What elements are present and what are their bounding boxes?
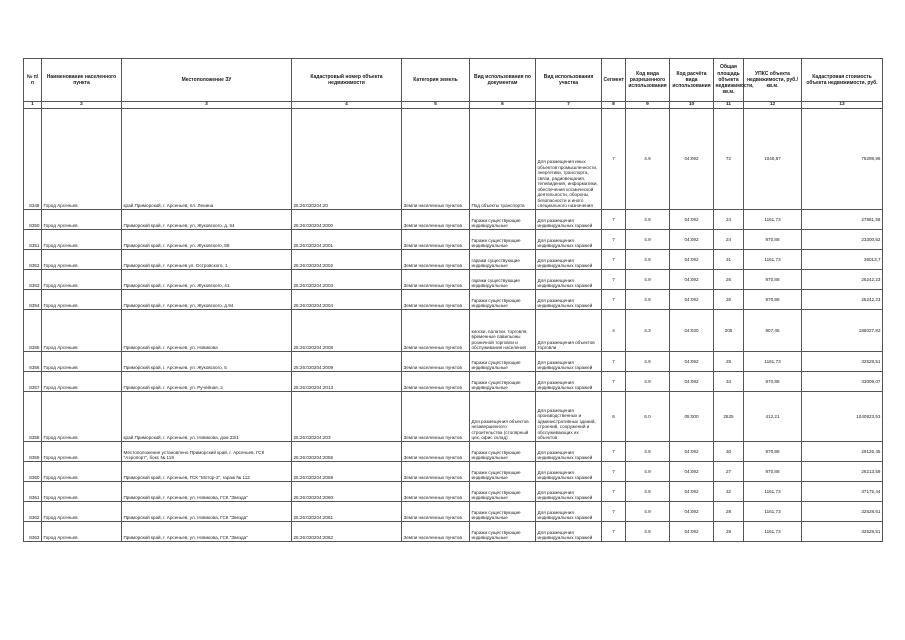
segment: 7	[602, 351, 626, 371]
total-area: 205	[714, 309, 744, 351]
usage-by-documents: гаражи существующие индивидуальные	[470, 249, 536, 269]
settlement-name: Город Арсеньев	[42, 249, 122, 269]
cadastral-number: 25:26:020204:2056	[292, 441, 402, 461]
table-row	[24, 501, 883, 521]
total-area: 24	[714, 209, 744, 229]
settlement-name: Город Арсеньев	[42, 501, 122, 521]
segment: 7	[602, 501, 626, 521]
land-usage: Для размещения индивидуальных гаражей	[536, 351, 602, 371]
land-usage: Для размещения индивидуальных гаражей	[536, 371, 602, 391]
segment: 7	[602, 229, 626, 249]
permitted-use-code: 6.0	[626, 391, 670, 441]
column-number: 4	[292, 102, 402, 109]
cadastral-cost: 33009,07	[802, 371, 883, 391]
column-number: 8	[602, 102, 626, 109]
header-cell: Вид использования по документам	[470, 59, 536, 102]
table-row	[24, 521, 883, 541]
land-category: Земли населенных пунктов	[402, 501, 470, 521]
land-category: Земли населенных пунктов	[402, 391, 470, 441]
settlement-name: Город Арсеньев	[42, 391, 122, 441]
permitted-use-code: 4.9	[626, 371, 670, 391]
land-location: Приморский край, г. Арсеньев, ул. Ручейная, 2	[122, 371, 292, 391]
land-usage: Для размещения индивидуальных гаражей	[536, 229, 602, 249]
table-row	[24, 371, 883, 391]
land-location: Приморский край, г. Арсеньев, ГСК "Мотор-2", гараж № 112	[122, 461, 292, 481]
upks-value: 1161,73	[744, 249, 802, 269]
cadastral-cost: 25242,23	[802, 289, 883, 309]
settlement-name: Город Арсеньев	[42, 229, 122, 249]
row-number: 8348	[24, 108, 42, 209]
column-number: 12	[744, 102, 802, 109]
cadastral-number: 25:26:020204:203	[292, 391, 402, 441]
column-number-row	[24, 102, 883, 109]
column-number: 9	[626, 102, 670, 109]
cadastral-cost: 186027,82	[802, 309, 883, 351]
row-number: 8350	[24, 209, 42, 229]
column-number: 6	[470, 102, 536, 109]
cadastral-number: 25:26:020204:2000	[292, 209, 402, 229]
table-row	[24, 289, 883, 309]
total-area: 27	[714, 461, 744, 481]
land-usage: Для размещения индивидуальных гаражей	[536, 441, 602, 461]
usage-by-documents: Гаражи существующие индивидуальные	[470, 501, 536, 521]
calculation-code: 04:092	[670, 108, 714, 209]
settlement-name: Город Арсеньев	[42, 309, 122, 351]
upks-value: 970,88	[744, 441, 802, 461]
calculation-code: 04:092	[670, 289, 714, 309]
cadastral-cost: 37175,44	[802, 481, 883, 501]
header-cell: Кадастровый номер объекта недвижимости	[292, 59, 402, 102]
header-cell: Местоположение ЗУ	[122, 59, 292, 102]
total-area: 26	[714, 289, 744, 309]
land-location: Приморский край, г. Арсеньев, ул. Жуковского, 88	[122, 229, 292, 249]
usage-by-documents: Гаражи существующие индивидуальные	[470, 371, 536, 391]
column-number: 7	[536, 102, 602, 109]
header-cell: Код расчёта вида использования	[670, 59, 714, 102]
segment: 6	[602, 391, 626, 441]
cadastral-cost: 27881,58	[802, 209, 883, 229]
row-number: 8353	[24, 269, 42, 289]
land-category: Земли населенных пунктов	[402, 289, 470, 309]
usage-by-documents: Гаражи существующие индивидуальные	[470, 229, 536, 249]
permitted-use-code: 4.9	[626, 229, 670, 249]
cadastral-value-table	[23, 58, 883, 542]
cadastral-cost: 26213,59	[802, 461, 883, 481]
cadastral-cost: 1040823,53	[802, 391, 883, 441]
header-cell: УПКС объекта недвижимости, руб./кв.м.	[744, 59, 802, 102]
settlement-name: Город Арсеньев	[42, 371, 122, 391]
total-area: 31	[714, 249, 744, 269]
row-number: 8360	[24, 461, 42, 481]
segment: 7	[602, 521, 626, 541]
land-usage: Для размещения индивидуальных гаражей	[536, 521, 602, 541]
cadastral-number: 25:26:020204:2062	[292, 521, 402, 541]
row-number: 8352	[24, 249, 42, 269]
segment: 7	[602, 249, 626, 269]
land-location: Приморский край, г. Арсеньев, ул. Новикова, ГСК "Звезда"	[122, 521, 292, 541]
upks-value: 1045,87	[744, 108, 802, 209]
land-usage: Для размещения объектов торговли	[536, 309, 602, 351]
row-number: 8354	[24, 289, 42, 309]
usage-by-documents: Гаражи существующие индивидуальные	[470, 521, 536, 541]
table-row	[24, 209, 883, 229]
header-cell: Вид использования участка	[536, 59, 602, 102]
upks-value: 412,21	[744, 391, 802, 441]
calculation-code: 04:092	[670, 269, 714, 289]
land-location: Приморский край, г. Арсеньев, ул. Жуковского, д. 54	[122, 209, 292, 229]
table-row	[24, 229, 883, 249]
total-area: 28	[714, 501, 744, 521]
table-row	[24, 269, 883, 289]
permitted-use-code: 4.9	[626, 289, 670, 309]
total-area: 24	[714, 229, 744, 249]
upks-value: 1161,73	[744, 209, 802, 229]
land-location: Приморский край, г. Арсеньев, ул. Новикова	[122, 309, 292, 351]
segment: 7	[602, 481, 626, 501]
cadastral-number: 25:26:020204:2059	[292, 461, 402, 481]
row-number: 8357	[24, 371, 42, 391]
land-category: Земли населенных пунктов	[402, 209, 470, 229]
land-category: Земли населенных пунктов	[402, 269, 470, 289]
segment: 7	[602, 461, 626, 481]
cadastral-number: 25:26:020204:2008	[292, 309, 402, 351]
cadastral-number: 25:26:020204:2004	[292, 289, 402, 309]
usage-by-documents: киоски, палатки, торговля, временные павильоны розничной торговли и обслуживания населения	[470, 309, 536, 351]
table-row	[24, 249, 883, 269]
cadastral-number: 25:26:020204:2060	[292, 481, 402, 501]
upks-value: 1161,73	[744, 481, 802, 501]
permitted-use-code: 4.9	[626, 269, 670, 289]
land-category: Земли населенных пунктов	[402, 309, 470, 351]
settlement-name: Город Арсеньев	[42, 289, 122, 309]
upks-value: 970,88	[744, 289, 802, 309]
land-location: Приморский край, г. Арсеньев ул. Островского, 1	[122, 249, 292, 269]
land-category: Земли населенных пунктов	[402, 441, 470, 461]
segment: 7	[602, 209, 626, 229]
permitted-use-code: 4.9	[626, 209, 670, 229]
table-row	[24, 391, 883, 441]
total-area: 30	[714, 441, 744, 461]
segment: 7	[602, 108, 626, 209]
calculation-code: 04:092	[670, 461, 714, 481]
cadastral-number: 25:26:020204:2003	[292, 269, 402, 289]
land-location: Приморский край, г. Арсеньев, ул. Новикова, ГСК "Звезда"	[122, 481, 292, 501]
land-usage: Для размещения индивидуальных гаражей	[536, 269, 602, 289]
header-cell: № п/п	[24, 59, 42, 102]
cadastral-cost: 29126,45	[802, 441, 883, 461]
total-area: 26	[714, 269, 744, 289]
header-row	[24, 59, 883, 102]
land-location: Приморский край, г. Арсеньев, ул. Жуковского, 5	[122, 351, 292, 371]
permitted-use-code: 4.9	[626, 108, 670, 209]
cadastral-number: 25:26:020204:2013	[292, 371, 402, 391]
permitted-use-code: 4.9	[626, 521, 670, 541]
land-category: Земли населенных пунктов	[402, 351, 470, 371]
settlement-name: Город Арсеньев	[42, 521, 122, 541]
land-category: Земли населенных пунктов	[402, 108, 470, 209]
land-category: Земли населенных пунктов	[402, 521, 470, 541]
header-cell: Код вида разрешенного использования	[626, 59, 670, 102]
cadastral-number: 25:26:020204:2002	[292, 249, 402, 269]
upks-value: 970,88	[744, 371, 802, 391]
usage-by-documents: Гаражи существующие индивидуальные	[470, 461, 536, 481]
upks-value: 1161,73	[744, 351, 802, 371]
calculation-code: 04:092	[670, 501, 714, 521]
land-usage: Для размещения иных объектов промышленности, энергетики, транспорта, связи, радиовещания, телевидения, информатики, обеспечения космической деятельности, обороны, безопасности и иного специального назначения	[536, 108, 602, 209]
total-area: 72	[714, 108, 744, 209]
cadastral-number: 25:26:020204:2009	[292, 351, 402, 371]
total-area: 28	[714, 521, 744, 541]
calculation-code: 04:092	[670, 481, 714, 501]
row-number: 8358	[24, 391, 42, 441]
table-row	[24, 351, 883, 371]
settlement-name: Город Арсеньев	[42, 441, 122, 461]
column-number: 1	[24, 102, 42, 109]
calculation-code: 04:030	[670, 309, 714, 351]
land-usage: Для размещения индивидуальных гаражей	[536, 209, 602, 229]
cadastral-cost: 25242,23	[802, 269, 883, 289]
permitted-use-code: 4.9	[626, 249, 670, 269]
land-location: Приморский край, г. Арсеньев, ул. Новикова, ГСК "Звезда"	[122, 501, 292, 521]
land-location: край Приморский, г. Арсеньев, ул. Новикова, дом 23/1	[122, 391, 292, 441]
row-number: 8351	[24, 229, 42, 249]
total-area: 2525	[714, 391, 744, 441]
land-usage: Для размещения индивидуальных гаражей	[536, 289, 602, 309]
column-number: 10	[670, 102, 714, 109]
land-category: Земли населенных пунктов	[402, 249, 470, 269]
row-number: 8362	[24, 501, 42, 521]
column-number: 11	[714, 102, 744, 109]
calculation-code: 04:092	[670, 521, 714, 541]
settlement-name: Город Арсеньев	[42, 481, 122, 501]
permitted-use-code: 4.3	[626, 309, 670, 351]
land-usage: Для размещения индивидуальных гаражей	[536, 461, 602, 481]
calculation-code: 05:000	[670, 391, 714, 441]
usage-by-documents: Под объекты транспорта	[470, 108, 536, 209]
calculation-code: 04:092	[670, 441, 714, 461]
header-cell: Наименование населенного пункта	[42, 59, 122, 102]
calculation-code: 04:092	[670, 249, 714, 269]
table-row	[24, 481, 883, 501]
header-cell: Категория земель	[402, 59, 470, 102]
cadastral-cost: 32528,51	[802, 521, 883, 541]
table-row	[24, 461, 883, 481]
land-category: Земли населенных пунктов	[402, 229, 470, 249]
usage-by-documents: Для размещения объектов незавершенного строительства (столярный цех, офис склад)	[470, 391, 536, 441]
land-location: Местоположение установлено Приморский край, г. Арсеньев, ГСК "Аэропорт", бокс № 119	[122, 441, 292, 461]
cadastral-number: 25:26:020204:2061	[292, 501, 402, 521]
row-number: 8355	[24, 309, 42, 351]
cadastral-number: 25:26:020204:20	[292, 108, 402, 209]
land-usage: Для размещения индивидуальных гаражей	[536, 249, 602, 269]
settlement-name: Город Арсеньев	[42, 209, 122, 229]
usage-by-documents: Гаражи существующие индивидуальные	[470, 351, 536, 371]
land-usage: Для размещения индивидуальных гаражей	[536, 481, 602, 501]
calculation-code: 04:092	[670, 209, 714, 229]
segment: 7	[602, 441, 626, 461]
column-number: 3	[122, 102, 292, 109]
permitted-use-code: 4.9	[626, 351, 670, 371]
table-row	[24, 441, 883, 461]
settlement-name: Город Арсеньев	[42, 108, 122, 209]
total-area: 34	[714, 371, 744, 391]
usage-by-documents: Гаражи существующие индивидуальные	[470, 441, 536, 461]
upks-value: 970,88	[744, 229, 802, 249]
cadastral-cost: 32528,51	[802, 501, 883, 521]
land-category: Земли населенных пунктов	[402, 461, 470, 481]
header-cell: Сегмент	[602, 59, 626, 102]
segment: 7	[602, 269, 626, 289]
table-body	[24, 108, 883, 541]
column-number: 13	[802, 102, 883, 109]
segment: 4	[602, 309, 626, 351]
row-number: 8359	[24, 441, 42, 461]
usage-by-documents: Гаражи существующие индивидуальные	[470, 209, 536, 229]
cadastral-cost: 36013,7	[802, 249, 883, 269]
land-category: Земли населенных пунктов	[402, 371, 470, 391]
land-usage: Для размещения производственных и административных зданий, строений, сооружений и обслуживающих их объектов	[536, 391, 602, 441]
permitted-use-code: 4.9	[626, 501, 670, 521]
usage-by-documents: Гаражи существующие индивидуальные	[470, 289, 536, 309]
segment: 7	[602, 371, 626, 391]
upks-value: 970,88	[744, 269, 802, 289]
segment: 7	[602, 289, 626, 309]
upks-value: 907,45	[744, 309, 802, 351]
land-location: Приморский край, г. Арсеньев, ул. Жуковского, д.94	[122, 289, 292, 309]
land-location: край Приморский, г. Арсеньев, пл. Ленина	[122, 108, 292, 209]
upks-value: 1161,73	[744, 501, 802, 521]
cadastral-cost: 32528,51	[802, 351, 883, 371]
calculation-code: 04:092	[670, 229, 714, 249]
usage-by-documents: Гаражи существующие индивидуальные	[470, 481, 536, 501]
table-row	[24, 309, 883, 351]
cadastral-cost: 75298,96	[802, 108, 883, 209]
cadastral-number: 25:26:020204:2001	[292, 229, 402, 249]
column-number: 5	[402, 102, 470, 109]
row-number: 8361	[24, 481, 42, 501]
land-category: Земли населенных пунктов	[402, 481, 470, 501]
row-number: 8356	[24, 351, 42, 371]
table-row	[24, 108, 883, 209]
upks-value: 970,88	[744, 461, 802, 481]
row-number: 8363	[24, 521, 42, 541]
permitted-use-code: 4.9	[626, 441, 670, 461]
calculation-code: 04:092	[670, 371, 714, 391]
cadastral-cost: 23300,52	[802, 229, 883, 249]
upks-value: 1161,73	[744, 521, 802, 541]
header-cell: Кадастровая стоимость объекта недвижимости, руб.	[802, 59, 883, 102]
column-number: 2	[42, 102, 122, 109]
settlement-name: Город Арсеньев	[42, 269, 122, 289]
land-usage: Для размещения индивидуальных гаражей	[536, 501, 602, 521]
total-area: 32	[714, 481, 744, 501]
permitted-use-code: 4.9	[626, 461, 670, 481]
settlement-name: Город Арсеньев	[42, 351, 122, 371]
usage-by-documents: гаражи существующие индивидуальные	[470, 269, 536, 289]
land-location: Приморский край, г. Арсеньев, ул. Жуковского, 41	[122, 269, 292, 289]
settlement-name: Город Арсеньев	[42, 461, 122, 481]
permitted-use-code: 4.9	[626, 481, 670, 501]
calculation-code: 04:092	[670, 351, 714, 371]
header-cell: Общая площадь объекта недвижимости, кв.м.	[714, 59, 744, 102]
total-area: 28	[714, 351, 744, 371]
